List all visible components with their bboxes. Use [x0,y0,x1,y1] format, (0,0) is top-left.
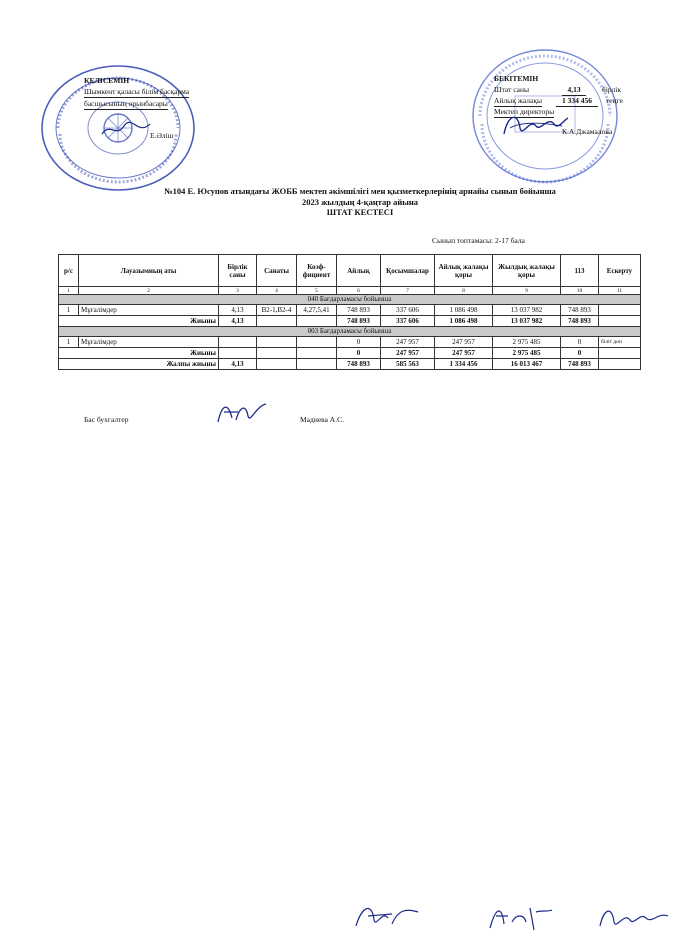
chief-accountant-name: Мадиева А.С. [300,415,344,424]
salary-value: 1 334 456 [556,95,598,107]
th-index: р/с [59,255,79,287]
cell: 247 957 [381,348,435,359]
th-note: Ескерту [599,255,641,287]
cell: 1 086 498 [435,316,493,327]
section-003-label: 003 Бағдарламасы бойынша [59,327,641,337]
cell: 2 975 485 [493,348,561,359]
table-row [59,337,641,348]
cell [297,359,337,370]
cell [297,337,337,348]
chief-accountant-label: Бас бухгалтер [84,415,129,424]
cell [257,359,297,370]
cell: Жиыны [59,348,219,359]
col-num: 11 [599,287,641,295]
col-num: 1 [59,287,79,295]
cell [257,348,297,359]
approval-left [84,75,224,110]
cell: 0 [337,348,381,359]
cell: 16 013 467 [493,359,561,370]
col-num: 9 [493,287,561,295]
cell: 748 893 [337,316,381,327]
th-113: 113 [561,255,599,287]
cell: 748 893 [561,305,599,316]
cell [297,348,337,359]
staff-unit: бірлік [602,85,622,94]
bottom-signature-2 [484,900,554,934]
col-num: 2 [79,287,219,295]
cell [599,305,641,316]
cell: біліт доп [599,337,641,348]
cell: 4,13 [219,359,257,370]
cell: 13 037 982 [493,305,561,316]
col-num: 4 [257,287,297,295]
salary-unit: теңге [606,96,623,105]
cell: 2 975 485 [493,337,561,348]
subtotal-row-003 [59,348,641,359]
col-num: 8 [435,287,493,295]
table-header-row [59,255,641,287]
cell: 748 893 [337,305,381,316]
bottom-signature-1 [352,898,422,932]
cell: Мұғалімдер [79,337,219,348]
cell: 247 957 [435,337,493,348]
approval-left-heading: КЕЛІСЕМІН [84,76,130,85]
title-line3: ШТАТ КЕСТЕСІ [326,207,394,217]
cell: 0 [561,348,599,359]
cell: 585 563 [381,359,435,370]
staff-label: Штат саны [494,85,530,94]
cell: 0 [337,337,381,348]
cell: 337 606 [381,316,435,327]
col-num: 6 [337,287,381,295]
cell [297,316,337,327]
subtotal-row-040 [59,316,641,327]
grand-total-row [59,359,641,370]
col-num: 5 [297,287,337,295]
title-line1: №104 Е. Юсупов атындағы ЖОББ мектеп әкімшілігі мен қызметкерлерінің арнайы сынып бойынша [164,186,556,196]
section-row-003 [59,327,641,337]
document-title [110,186,610,218]
th-category: Санаты [257,255,297,287]
cell [599,348,641,359]
approval-left-signer-name: Е.Әліш [150,131,174,140]
cell: Жиыны [59,316,219,327]
th-salary: Айлық [337,255,381,287]
salary-label: Айлық жалақы [494,96,543,105]
left-signature [100,118,152,140]
bottom-signature-3 [596,902,672,932]
th-monthly-fund: Айлық жалақы қоры [435,255,493,287]
approval-right-signer-name: К.А.Джамалова [562,127,613,136]
approval-right-heading: БЕКІТЕМІН [494,74,539,83]
cell: 1 086 498 [435,305,493,316]
approval-right-line3: Мектеп директоры [494,107,555,116]
table-row [59,305,641,316]
section-040-label: 040 Бағдарламасы бойынша [59,295,641,305]
col-num: 3 [219,287,257,295]
right-signature [500,108,570,142]
cell [257,316,297,327]
th-position: Лауазымның аты [79,255,219,287]
cell: 1 [59,337,79,348]
approval-left-signer [150,130,173,141]
cell: 247 957 [381,337,435,348]
cell [257,337,297,348]
cell: 0 [561,337,599,348]
col-num: 10 [561,287,599,295]
cell: 337 606 [381,305,435,316]
cell: 748 893 [561,316,599,327]
th-allowances: Қосымшалар [381,255,435,287]
th-coefficient: Коэф-фициент [297,255,337,287]
cell [599,316,641,327]
cell: Мұғалімдер [79,305,219,316]
th-units: Бірлік саны [219,255,257,287]
cell: 4,13 [219,316,257,327]
class-count-note: Сынып топтамасы: 2-17 бала [432,236,525,245]
cell: В2-1,В2-4 [257,305,297,316]
section-row-040 [59,295,641,305]
cell: 4,27,5,41 [297,305,337,316]
approval-left-line2: басшысының орынбасары [84,99,168,108]
cell: Жалпы жиыны [59,359,219,370]
cell [219,348,257,359]
col-num: 7 [381,287,435,295]
cell: 1 [59,305,79,316]
cell [599,359,641,370]
accountant-signature [214,398,270,428]
th-annual-fund: Жылдық жалақы қоры [493,255,561,287]
cell [219,337,257,348]
cell: 4,13 [219,305,257,316]
cell: 748 893 [561,359,599,370]
table-column-numbers [59,287,641,295]
staff-table [58,254,641,370]
cell: 1 334 456 [435,359,493,370]
cell: 247 957 [435,348,493,359]
title-line2: 2023 жылдың 4-қаңтар айына [301,196,419,207]
cell: 13 037 982 [493,316,561,327]
approval-left-line1: Шымкент қаласы білім басқарма [84,87,190,96]
cell: 748 893 [337,359,381,370]
staff-value: 4,13 [562,84,586,96]
